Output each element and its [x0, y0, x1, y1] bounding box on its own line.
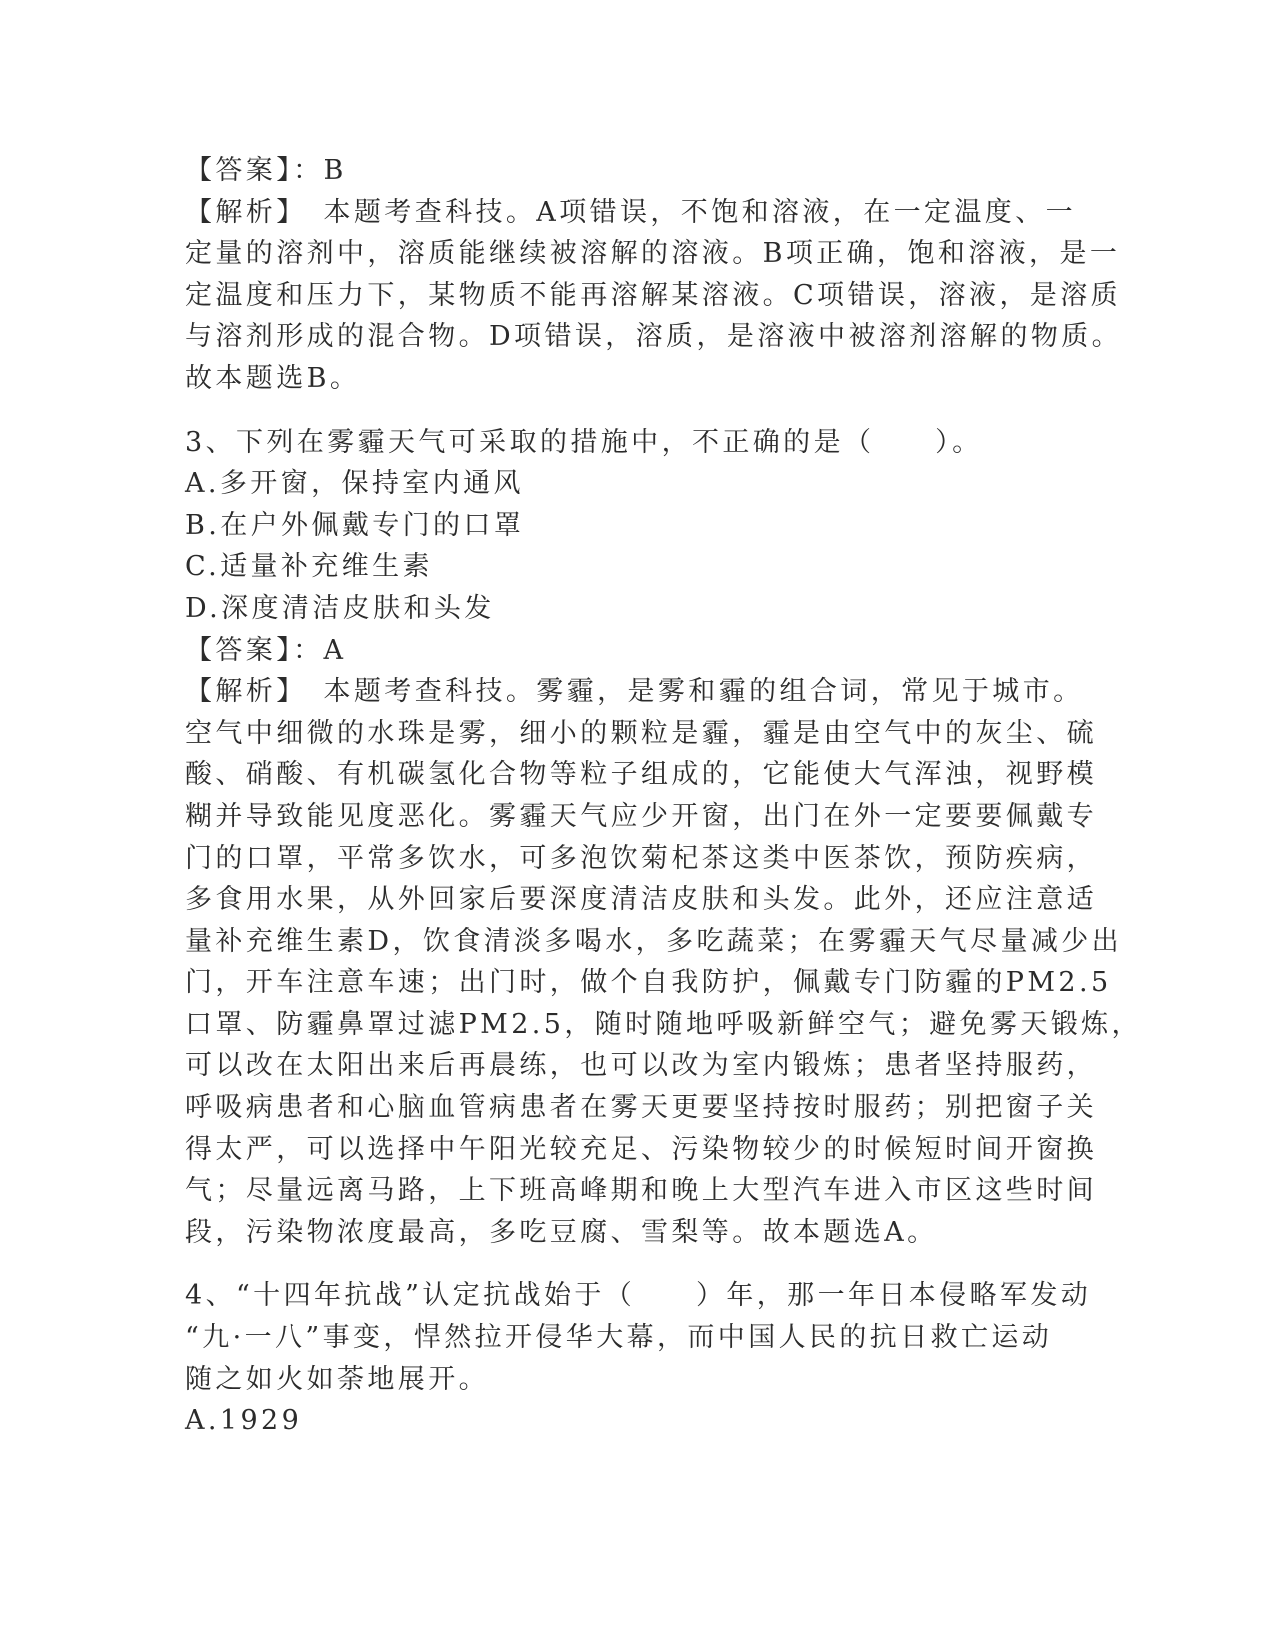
question-text: 随之如火如荼地展开。	[185, 1363, 489, 1395]
option-a: A.1929	[185, 1405, 303, 1437]
option-a: A.多开窗，保持室内通风	[185, 468, 524, 500]
analysis-line: 量补充维生素D，饮食清淡多喝水，多吃蔬菜；在雾霾天气尽量减少出	[185, 925, 1123, 957]
analysis-line: 空气中细微的水珠是雾，细小的颗粒是霾，霾是由空气中的灰尘、硫	[185, 717, 1097, 749]
analysis-line: 气；尽量远离马路，上下班高峰期和晚上大型汽车进入市区这些时间	[185, 1175, 1097, 1207]
analysis-line: 门，开车注意车速；出门时，做个自我防护，佩戴专门防霾的PM2.5	[185, 967, 1112, 999]
question-text: 3、下列在雾霾天气可采取的措施中，不正确的是（ ）。	[185, 426, 983, 458]
question-2-solution	[185, 150, 1123, 400]
analysis-line: 呼吸病患者和心脑血管病患者在雾天更要坚持按时服药；别把窗子关	[185, 1092, 1097, 1124]
analysis-line: 得太严，可以选择中午阳光较充足、污染物较少的时候短时间开窗换	[185, 1133, 1097, 1165]
document-page	[185, 150, 1142, 1442]
analysis-line: 定量的溶剂中，溶质能继续被溶解的溶液。B项正确，饱和溶液，是一	[185, 238, 1121, 270]
analysis-line: 酸、硝酸、有机碳氢化合物等粒子组成的，它能使大气浑浊，视野模	[185, 759, 1097, 791]
option-c: C.适量补充维生素	[185, 551, 433, 583]
analysis-line: 【解析】 本题考查科技。A项错误，不饱和溶液，在一定温度、一	[185, 196, 1076, 228]
analysis-line: 与溶剂形成的混合物。D项错误，溶质，是溶液中被溶剂溶解的物质。	[185, 321, 1123, 353]
answer-line: 【答案】：B	[185, 155, 347, 186]
analysis-line: 可以改在太阳出来后再晨练，也可以改为室内锻炼；患者坚持服药，	[185, 1050, 1097, 1082]
question-text: 4、“十四年抗战”认定抗战始于（ ）年，那一年日本侵略军发动	[185, 1280, 1092, 1312]
analysis-line: 门的口罩，平常多饮水，可多泡饮菊杞茶这类中医茶饮，预防疾病，	[185, 842, 1097, 874]
analysis-line: 【解析】 本题考查科技。雾霾，是雾和霾的组合词，常见于城市。	[185, 676, 1084, 708]
analysis-line: 定温度和压力下，某物质不能再溶解某溶液。C项错误，溶液，是溶质	[185, 279, 1122, 311]
question-3	[185, 422, 1142, 1254]
analysis-line: 口罩、防霾鼻罩过滤PM2.5，随时随地呼吸新鲜空气；避免雾天锻炼，	[185, 1008, 1142, 1040]
analysis-line: 多食用水果，从外回家后要深度清洁皮肤和头发。此外，还应注意适	[185, 884, 1097, 916]
analysis-line: 故本题选B。	[185, 362, 361, 394]
question-4	[185, 1275, 1092, 1441]
answer-line: 【答案】：A	[185, 634, 347, 666]
question-text: “九·一八”事变，悍然拉开侵华大幕，而中国人民的抗日救亡运动	[185, 1322, 1053, 1354]
analysis-line: 段，污染物浓度最高，多吃豆腐、雪梨等。故本题选A。	[185, 1216, 938, 1248]
option-b: B.在户外佩戴专门的口罩	[185, 509, 525, 541]
option-d: D.深度清洁皮肤和头发	[185, 592, 495, 624]
analysis-line: 糊并导致能见度恶化。雾霾天气应少开窗，出门在外一定要要佩戴专	[185, 800, 1097, 832]
